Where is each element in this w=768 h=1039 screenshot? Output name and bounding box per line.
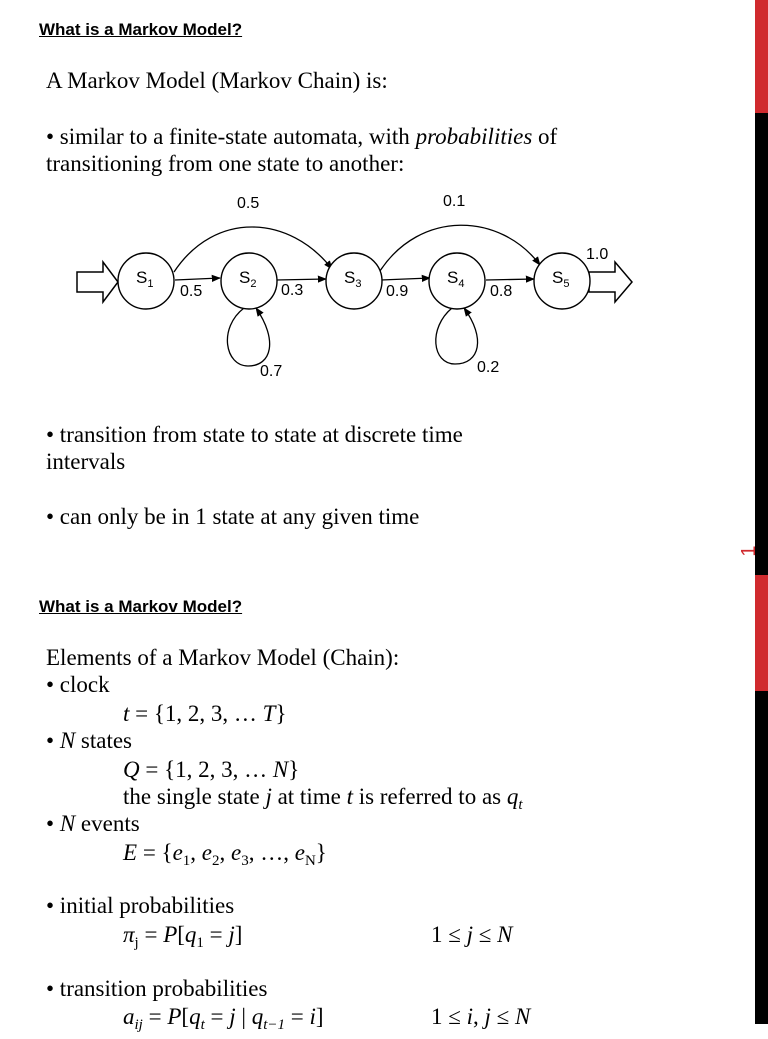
events-formula: $E = \{e_1$, $e_2$, $e_3$, …, $e_N$} — [123, 840, 327, 869]
prob-label-s5-exit: 1.0 — [586, 246, 609, 263]
prob-label-s3-s5: 0.1 — [443, 193, 466, 210]
initial-bullet: • initial probabilities — [46, 893, 235, 918]
initial-range: 1 ≤ j ≤ N — [431, 922, 513, 947]
sidebar-red-bottom — [755, 575, 768, 691]
state-node-s5 — [534, 253, 590, 309]
prob-label-s2-s3: 0.3 — [281, 282, 304, 299]
states-formula: Q = {1, 2, 3, … N} — [123, 757, 300, 782]
state-label: $S_2$ — [239, 268, 257, 290]
edge-s2-s3 — [276, 279, 326, 280]
slide2-title: What is a Markov Model? — [39, 597, 243, 616]
state-label: $S_3$ — [344, 268, 362, 290]
transition-formula: $a_{ij} = P[q_t = j$ | $q_{t-1} = i$] — [123, 1004, 324, 1033]
events-bullet: • N events — [46, 811, 140, 836]
slide1-bullet2-line2: intervals — [46, 449, 126, 474]
sidebar-red-top — [755, 0, 768, 113]
state-node-s1 — [118, 253, 174, 309]
sidebar-black-bottom — [755, 691, 768, 1024]
state-node-s3 — [326, 253, 382, 309]
initial-formula: $\pi_j = P[q_1 = j]$ — [123, 922, 243, 951]
prob-label-s4-loop: 0.2 — [477, 359, 500, 376]
markov-chain-diagram — [0, 180, 660, 390]
state-label: $S_4$ — [447, 268, 465, 290]
state-label: $S_5$ — [552, 268, 570, 290]
transition-range: 1 ≤ i, j ≤ N — [431, 1004, 531, 1029]
states-bullet: • N states — [46, 728, 133, 753]
state-node-s2 — [221, 253, 277, 309]
prob-label-s4-s5: 0.8 — [490, 283, 513, 300]
slide1-bullet1-line1: • similar to a finite-state automata, with probabilities of — [46, 124, 558, 149]
clock-bullet: • clock — [46, 672, 110, 697]
slide1-bullet1-line2: transitioning from one state to another: — [46, 151, 405, 176]
page-number: 1 — [738, 545, 760, 557]
slide1-bullet2-line1: • transition from state to state at discrete time — [46, 422, 463, 447]
slide2-intro: Elements of a Markov Model (Chain): — [46, 645, 400, 670]
transition-bullet: • transition probabilities — [46, 976, 268, 1001]
prob-label-s1-s2: 0.5 — [180, 283, 203, 300]
slide1-intro: A Markov Model (Markov Chain) is: — [46, 68, 388, 93]
exit-arrow — [589, 262, 632, 302]
loop-s4 — [436, 308, 478, 364]
state-node-s4 — [429, 253, 485, 309]
state-label: $S_1$ — [136, 268, 154, 290]
prob-label-s2-loop: 0.7 — [260, 363, 283, 380]
slide1-title: What is a Markov Model? — [39, 20, 243, 39]
sidebar-strip — [755, 0, 768, 1024]
states-note: the single state j at time t is referred to as $q_t$ — [123, 784, 523, 813]
prob-label-s1-s3: 0.5 — [237, 195, 260, 212]
loop-s2 — [227, 308, 269, 366]
sidebar-black-top — [755, 113, 768, 575]
edge-s1-s2 — [175, 278, 220, 280]
edge-s4-s5 — [486, 279, 534, 280]
clock-formula: t = {1, 2, 3, … T} — [123, 701, 287, 726]
slide1-bullet3: • can only be in 1 state at any given time — [46, 504, 420, 529]
entry-arrow — [77, 262, 118, 302]
edge-s3-s4 — [381, 278, 430, 280]
prob-label-s3-s4: 0.9 — [386, 283, 409, 300]
